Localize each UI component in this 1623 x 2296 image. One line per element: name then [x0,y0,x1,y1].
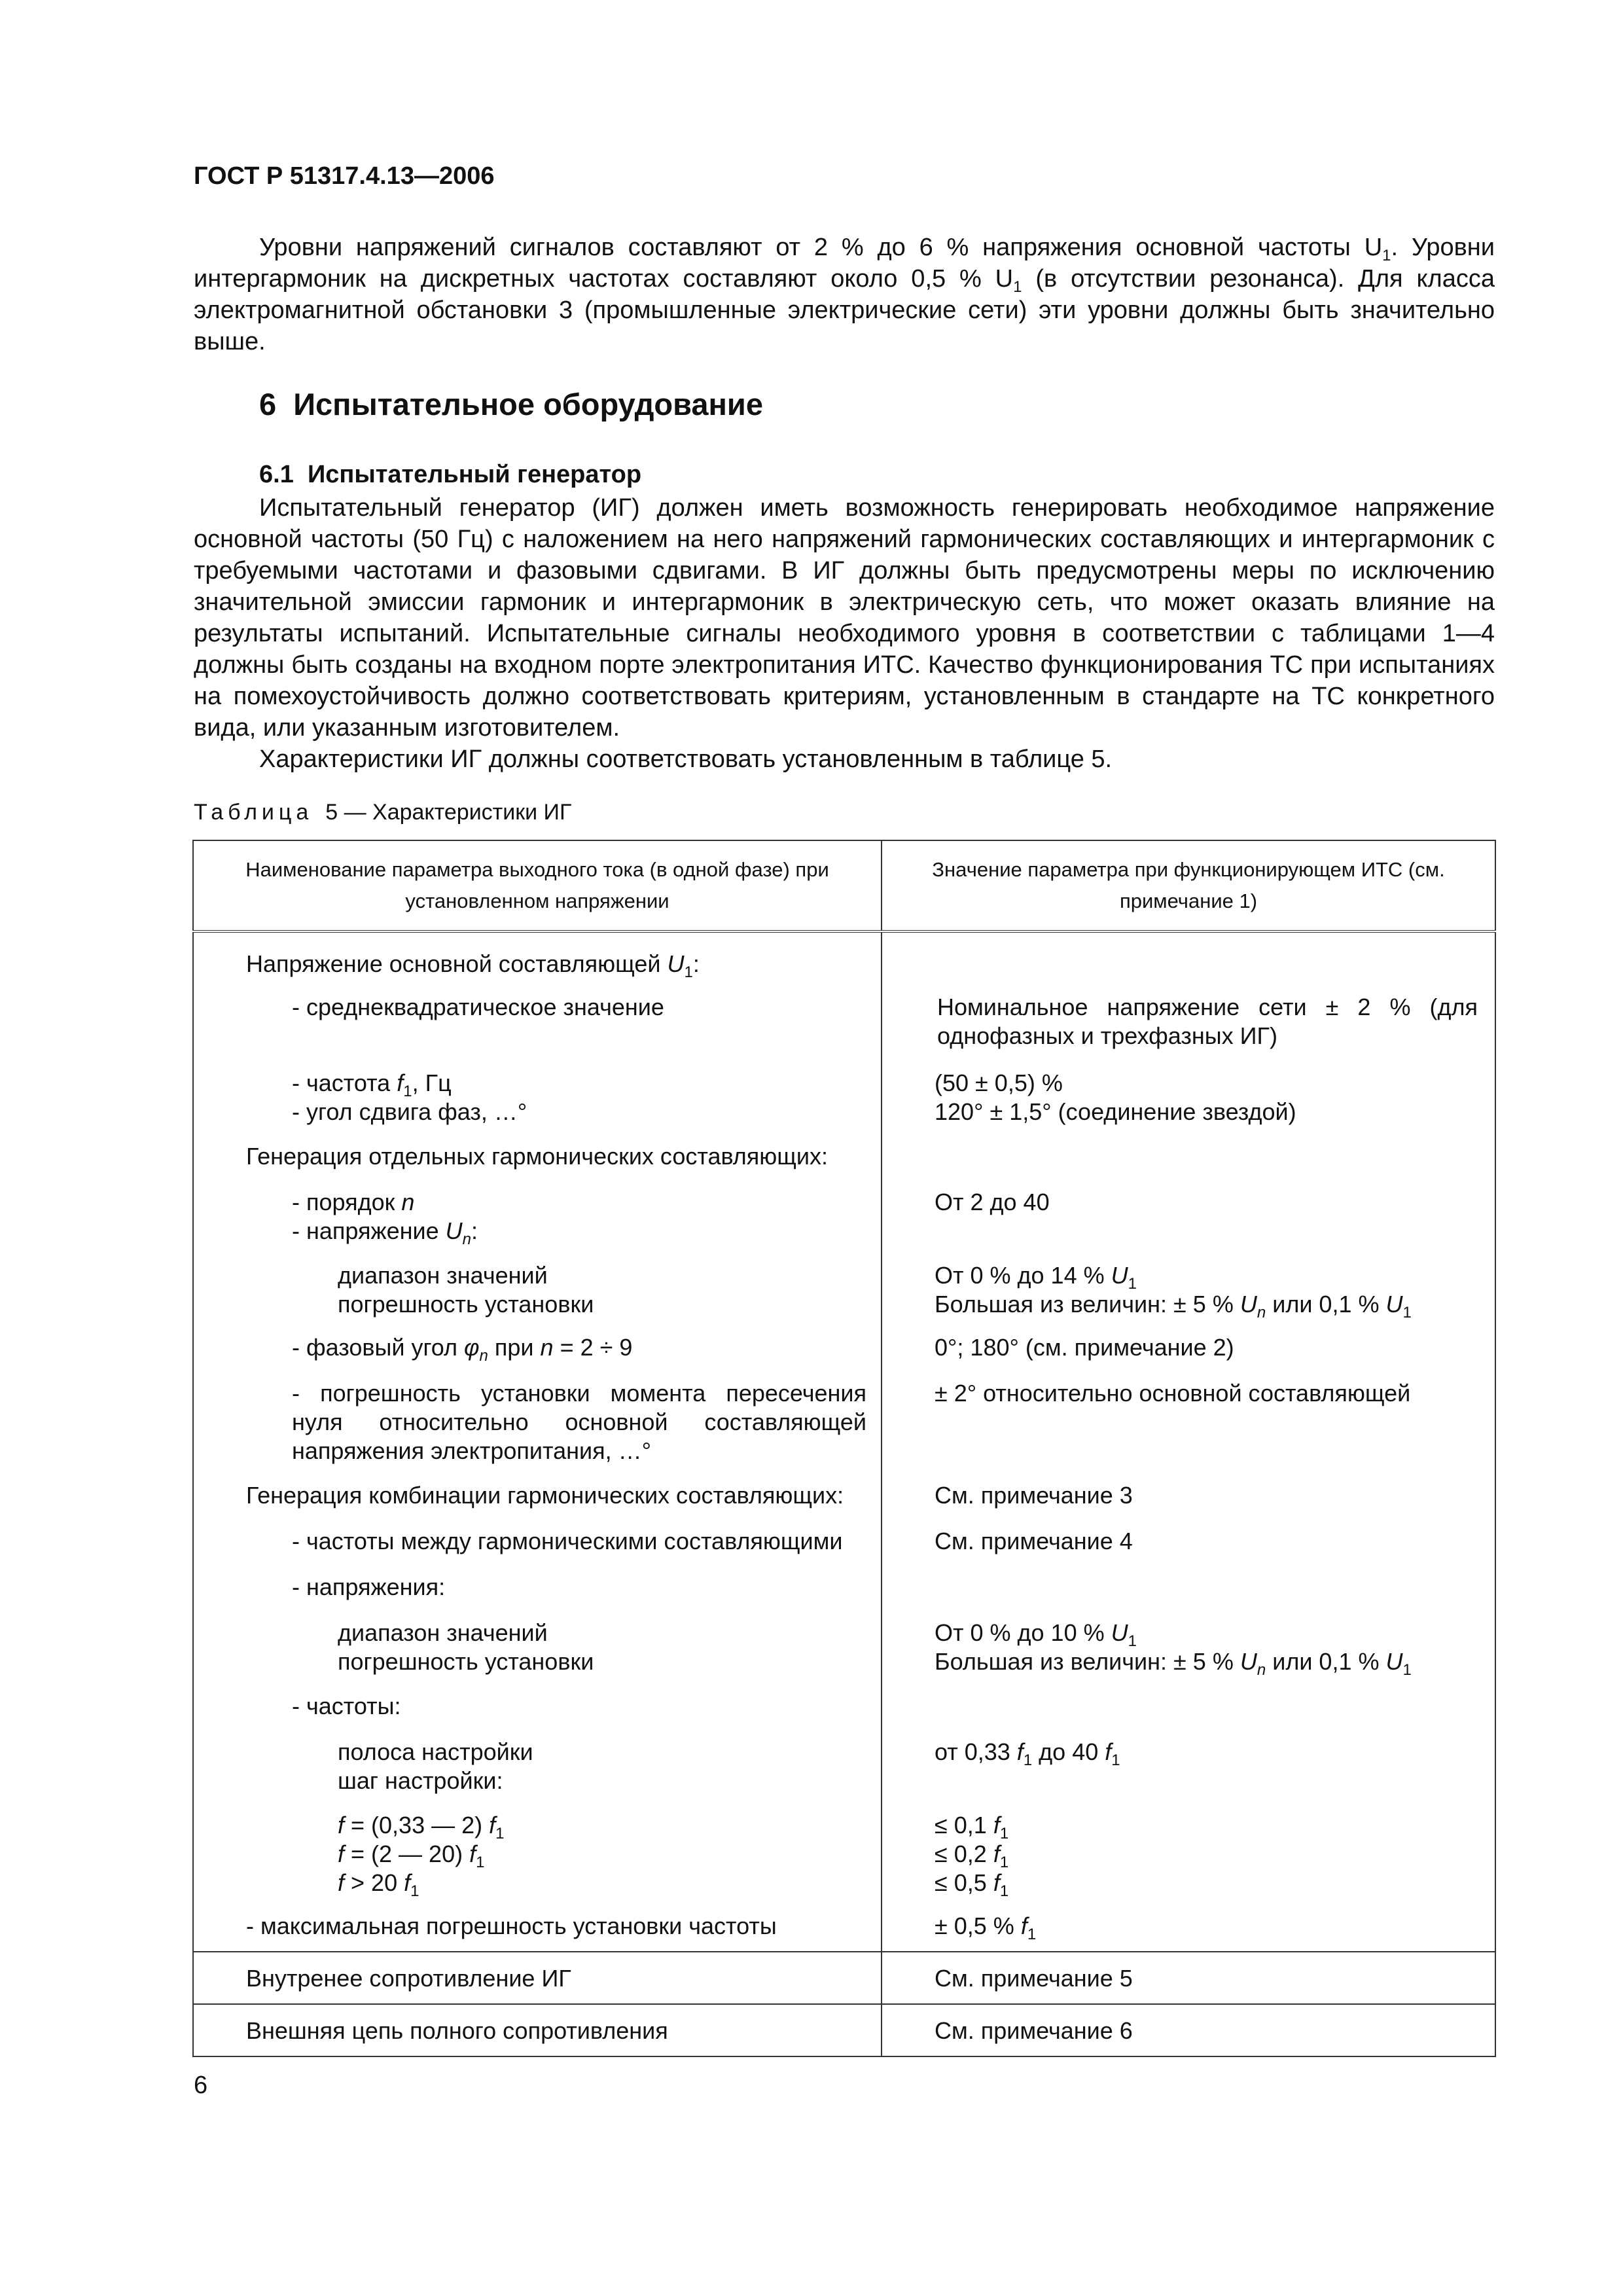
section-heading: 6 Испытательное оборудование [259,387,763,422]
table-row [193,1897,1495,1952]
table-row [193,1319,1495,1362]
row-label: - частоты: [292,1693,401,1719]
row-value: ± 0,5 % $f_1$ [882,1897,1495,1952]
row-value: От 2 до 40 [882,1171,1495,1246]
row-label: - частоты между гармоническими составляющими [292,1528,843,1554]
paragraph-generator-description: Испытательный генератор (ИГ) должен иметь возможность генерировать необходимое напряжение основной частоты (50 Гц) с наложением на него напряжений гармонических составляющих и интергармоник с требуемыми частотами и фазовыми сдвигами. В ИГ должны быть предусмотрены меры по исключению значительной эмиссии гармоник и интергармоник в электрическую сеть, что может оказать влияние на результаты испытаний. Испытательные сигналы необходимого уровня в соответствии с таблицами 1—4 должны быть созданы на входном порте электропитания ИТС. Качество функционирования ТС при испытаниях на помехоустойчивость должно соответствовать критериям, установленным в стандарте на ТС конкретного вида, или указанным изготовителем. [194,494,1495,742]
row-value: См. примечание 4 [882,1510,1495,1556]
table-caption: Таблица 5 — Характеристики ИГ [194,800,572,825]
row-label: Генерация комбинации гармонических составляющих: [246,1482,844,1509]
row-value: 120° ± 1,5° (соединение звездой) [935,1098,1296,1125]
row-label: f = (2 — 20) $f_1$ [338,1840,485,1871]
row-value: ≤ 0,2 $f_1$ [935,1840,1009,1871]
row-label: Внешняя цепь полного сопротивления [246,2017,668,2044]
row-label: - напряжение $U_n$: [292,1217,478,1248]
table-row [193,1795,1495,1897]
row-label: погрешность установки [338,1648,594,1675]
row-label: - угол сдвига фаз, …° [292,1098,527,1125]
row-label: Генерация отдельных гармонических составляющих: [246,1143,828,1170]
row-label: - фазовый угол $\varphi_n$ при n = 2 ÷ 9 [292,1334,633,1365]
table-row [193,931,1495,978]
row-label: - максимальная погрешность установки частоты [246,1912,777,1939]
table-row [193,1510,1495,1556]
table-row [193,2004,1495,2056]
row-label: диапазон значений [338,1262,548,1289]
row-value: 0°; 180° (см. примечание 2) [882,1319,1495,1362]
row-label: f > 20 $f_1$ [338,1869,419,1900]
row-value: ≤ 0,1 $f_1$ [935,1812,1009,1842]
table-row [193,1602,1495,1676]
row-label: f = (0,33 — 2) $f_1$ [338,1812,505,1842]
document-header: ГОСТ Р 51317.4.13—2006 [194,162,495,190]
table-row [193,1362,1495,1465]
row-label: шаг настройки: [338,1767,503,1794]
row-value: ± 2° относительно основной составляющей [882,1362,1495,1465]
row-value: См. примечание 5 [882,1952,1495,2004]
row-value: ≤ 0,5 $f_1$ [935,1869,1009,1900]
table-row [193,1465,1495,1510]
row-label: диапазон значений [338,1619,548,1646]
row-label: - среднеквадратическое значение [292,994,664,1020]
table-row [193,1246,1495,1319]
row-value: Большая из величин: ± 5 % $U_n$ или 0,1 % $U_1$ [935,1291,1412,1321]
row-label: Напряжение основной составляющей $U_1$: [246,950,700,981]
row-label: - порядок n [292,1189,415,1215]
row-label: - частота $f_1$, Гц [292,1069,452,1100]
row-label: Внутренее сопротивление ИГ [246,1965,571,1992]
table-row [193,1171,1495,1246]
table-row [193,1126,1495,1171]
paragraph-table-reference: Характеристики ИГ должны соответствовать установленным в таблице 5. [259,745,1113,773]
row-value: Большая из величин: ± 5 % $U_n$ или 0,1 % $U_1$ [935,1648,1412,1679]
table-row [193,1556,1495,1602]
row-label: погрешность установки [338,1291,594,1318]
characteristics-table [192,840,1496,2057]
row-value: См. примечание 3 [882,1465,1495,1510]
row-value: от 0,33 $f_1$ до 40 $f_1$ [882,1721,1495,1795]
table-row [193,1721,1495,1795]
row-value: От 0 % до 10 % $U_1$ [935,1619,1137,1650]
row-value: См. примечание 6 [882,2004,1495,2056]
subsection-heading: 6.1 Испытательный генератор [259,461,642,488]
page-number: 6 [194,2072,208,2099]
intro-paragraph: Уровни напряжений сигналов составляют от 2 % до 6 % напряжения основной частоты $U_1$. Уровни интергармоник на дискретных частотах составляют около 0,5 % $U_1$ (в отсутствии резонанса). Для класса электромагнитной обстановки 3 (промышленные электрические сети) эти уровни должны быть значительно выше. [194,234,1495,355]
row-label: - напряжения: [292,1573,446,1600]
table-header-row [193,840,1495,931]
row-value: Номинальное напряжение сети ± 2 % (для однофазных и трехфазных ИГ) [882,978,1495,1050]
table-row [193,1952,1495,2004]
table-row [193,1676,1495,1721]
row-value: (50 ± 0,5) % [935,1069,1063,1096]
table-row [193,1050,1495,1126]
column-header-parameter: Наименование параметра выходного тока (в одной фазе) при установленном напряжении [193,840,882,931]
row-label: - погрешность установки момента пересечения нуля относительно основной составляющей напряжения электропитания, …° [292,1380,866,1464]
column-header-value: Значение параметра при функционирующем ИТС (см. примечание 1) [882,840,1495,931]
table-row [193,978,1495,1050]
row-label: полоса настройки [338,1738,533,1765]
row-value: От 0 % до 14 % $U_1$ [935,1262,1137,1293]
